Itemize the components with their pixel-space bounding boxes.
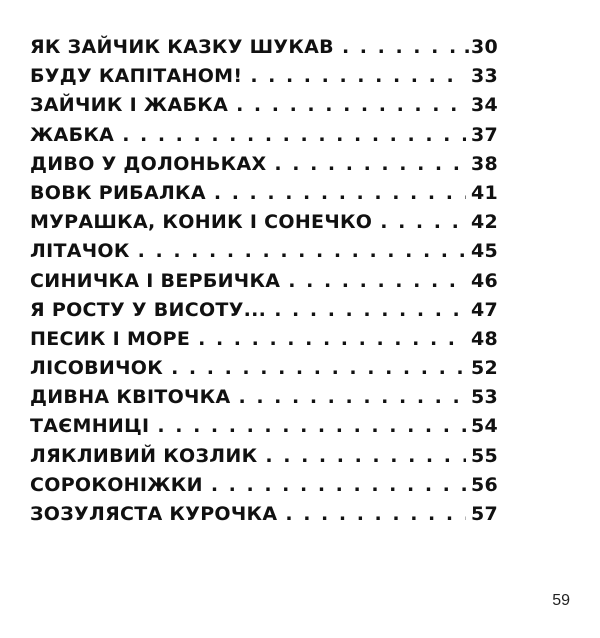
toc-entry-page: 41 xyxy=(470,181,498,204)
toc-entry-title: СОРОКОНІЖКИ xyxy=(30,473,203,496)
toc-entry-title: МУРАШКА, КОНИК І СОНЕЧКО xyxy=(30,211,373,234)
toc-entry-page: 46 xyxy=(470,269,498,292)
toc-entry-title: ЯК ЗАЙЧИК КАЗКУ ШУКАВ xyxy=(30,36,334,58)
toc-entry[interactable] xyxy=(30,412,498,441)
toc-entry[interactable] xyxy=(30,354,498,383)
dot-leader xyxy=(250,62,466,91)
toc-entry-page: 54 xyxy=(470,415,498,438)
toc-entry-title: ЗОЗУЛЯСТА КУРОЧКА xyxy=(30,503,278,525)
dot-leader xyxy=(236,91,466,120)
dot-leader xyxy=(214,179,466,208)
dot-leader xyxy=(274,150,466,179)
toc-entry-page: 42 xyxy=(470,211,498,234)
table-of-contents xyxy=(30,33,498,529)
toc-entry-page: 33 xyxy=(470,65,498,88)
toc-entry[interactable] xyxy=(30,33,498,62)
toc-entry-page: 53 xyxy=(470,386,498,409)
toc-entry[interactable] xyxy=(30,237,498,266)
toc-entry-page: 48 xyxy=(470,327,498,350)
toc-entry-title: ЖАБКА xyxy=(30,123,115,146)
dot-leader xyxy=(288,267,466,296)
dot-leader xyxy=(122,121,466,150)
toc-entry[interactable] xyxy=(30,208,498,237)
dot-leader xyxy=(265,442,466,471)
dot-leader xyxy=(274,296,466,325)
toc-entry[interactable] xyxy=(30,150,498,179)
toc-entry[interactable] xyxy=(30,62,498,91)
toc-entry-title: СИНИЧКА І ВЕРБИЧКА xyxy=(30,269,281,292)
toc-entry-title: ЗАЙЧИК І ЖАБКА xyxy=(30,94,229,117)
toc-entry-title: Я РОСТУ У ВИСОТУ... xyxy=(30,298,267,321)
toc-entry-title: ПЕСИК І МОРЕ xyxy=(30,327,191,350)
dot-leader xyxy=(211,471,466,500)
dot-leader xyxy=(157,412,466,441)
toc-entry-title: ЛЯКЛИВИЙ КОЗЛИК xyxy=(30,444,258,467)
toc-entry-page: 56 xyxy=(470,473,498,496)
toc-entry-title: ДИВО У ДОЛОНЬКАХ xyxy=(30,152,267,175)
toc-entry[interactable] xyxy=(30,179,498,208)
toc-entry-title: БУДУ КАПІТАНОМ! xyxy=(30,65,243,88)
toc-entry-title: ЛІСОВИЧОК xyxy=(30,357,164,380)
toc-entry-page: 37 xyxy=(470,123,498,146)
dot-leader xyxy=(285,500,466,529)
toc-entry-title: ТАЄМНИЦІ xyxy=(30,415,150,438)
dot-leader xyxy=(198,325,466,354)
toc-entry[interactable] xyxy=(30,500,498,529)
toc-entry-page: 34 xyxy=(470,94,498,117)
dot-leader xyxy=(380,208,466,237)
toc-entry-page: 38 xyxy=(470,152,498,175)
dot-leader xyxy=(138,237,466,266)
page-number: 59 xyxy=(552,592,570,609)
dot-leader xyxy=(239,383,466,412)
toc-entry-title: ЛІТАЧОК xyxy=(30,240,130,263)
toc-entry-page: .30 xyxy=(463,36,498,58)
toc-entry-page: 47 xyxy=(470,298,498,321)
toc-entry-title: ВОВК РИБАЛКА xyxy=(30,181,206,204)
toc-entry[interactable] xyxy=(30,442,498,471)
toc-entry[interactable] xyxy=(30,325,498,354)
dot-leader xyxy=(171,354,466,383)
toc-entry-title: ДИВНА КВІТОЧКА xyxy=(30,386,231,409)
toc-entry[interactable] xyxy=(30,296,498,325)
toc-entry[interactable] xyxy=(30,91,498,120)
toc-entry[interactable] xyxy=(30,471,498,500)
toc-entry[interactable] xyxy=(30,267,498,296)
toc-entry-page: 57 xyxy=(470,503,498,525)
toc-entry-page: 52 xyxy=(470,357,498,380)
toc-entry-page: 55 xyxy=(470,444,498,467)
toc-entry[interactable] xyxy=(30,383,498,412)
toc-entry-page: 45 xyxy=(470,240,498,263)
dot-leader xyxy=(342,33,459,62)
toc-entry[interactable] xyxy=(30,121,498,150)
